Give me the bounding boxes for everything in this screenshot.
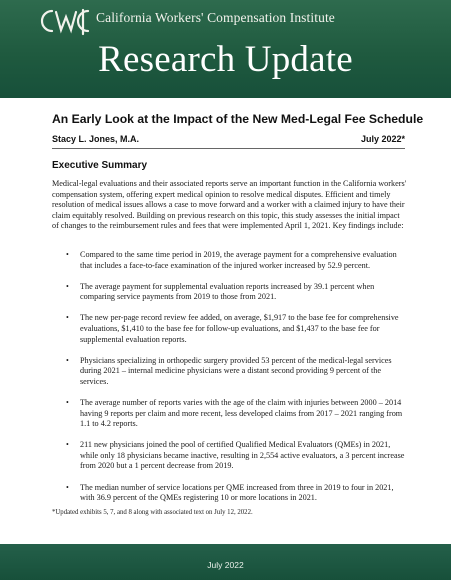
finding-text: The average payment for supplemental evaluation reports increased by 39.1 percent when comparing service payments from 2019 to those from 2021. xyxy=(80,281,375,302)
bullet-icon: • xyxy=(66,440,69,450)
author: Stacy L. Jones, M.A. xyxy=(52,134,140,144)
list-item xyxy=(52,398,408,430)
publication-date: July 2022* xyxy=(360,134,405,144)
key-findings-list xyxy=(52,250,408,514)
footer-bar xyxy=(0,544,451,580)
banner-title: Research Update xyxy=(98,39,353,80)
bullet-icon: • xyxy=(66,397,69,407)
org-name: California Workers' Compensation Institute xyxy=(96,10,335,25)
finding-text: The median number of service locations per QME increased from three in 2019 to four in 2021, with 36.9 percent of the QMEs registering 10 or more locations in 2021. xyxy=(80,482,394,503)
title-divider xyxy=(52,148,405,149)
bullet-icon: • xyxy=(66,313,69,323)
finding-text: The average number of reports varies with the age of the claim with injuries between 2000 – 2014 having 9 reports per claim and more recent, less developed claims from 2017 – 2021 ranging from 1.1 to 4.2 reports. xyxy=(80,397,403,429)
footnote: *Updated exhibits 5, 7, and 8 along with associated text on July 12, 2022. xyxy=(52,509,253,516)
header-banner xyxy=(0,0,451,98)
bullet-icon: • xyxy=(66,482,69,492)
intro-paragraph: Medical-legal evaluations and their associated reports serve an important function in the California workers' compensation system, offering expert medical opinion to resolve medical disputes. Efficient and timely resolution of medical issues allows a case to move forward and a worker with a claimed injury to have their claim equitably resolved. Building on previous research on this topic, this study assesses the initial impact of changes to the reimbursement rules and fees that were implemented April 1, 2021. Key findings include: xyxy=(52,179,407,231)
list-item xyxy=(52,356,408,388)
bullet-icon: • xyxy=(66,355,69,365)
document-title: An Early Look at the Impact of the New Med-Legal Fee Schedule xyxy=(52,112,424,126)
finding-text: 211 new physicians joined the pool of certified Qualified Medical Evaluators (QMEs) in 2021, while only 18 physicians became inactive, resulting in 2,554 active evaluators, a 3 percent increase from 2020 but a 1 percent decrease from 2019. xyxy=(80,440,405,471)
bullet-icon: • xyxy=(66,281,69,291)
list-item xyxy=(52,440,408,472)
list-item xyxy=(52,483,408,504)
list-item xyxy=(52,250,408,271)
footer-date: July 2022 xyxy=(207,560,244,570)
list-item xyxy=(52,282,408,303)
cwci-logo xyxy=(38,6,92,36)
finding-text: Physicians specializing in orthopedic surgery provided 53 percent of the medical-legal services during 2021 – internal medicine physicians were a distant second providing 9 percent of the services. xyxy=(80,355,392,386)
finding-text: The new per-page record review fee added, on average, $1,917 to the base fee for comprehensive evaluations, $1,410 to the base fee for follow-up evaluations, and $1,437 to the base fee for supplemental evaluation reports. xyxy=(80,313,399,344)
bullet-icon: • xyxy=(66,250,69,259)
section-heading: Executive Summary xyxy=(52,160,148,171)
list-item xyxy=(52,313,408,345)
finding-text: Compared to the same time period in 2019, the average payment for a comprehensive evaluation that includes a face-to-face examination of the injured worker increased by 52.9 percent. xyxy=(80,250,397,270)
